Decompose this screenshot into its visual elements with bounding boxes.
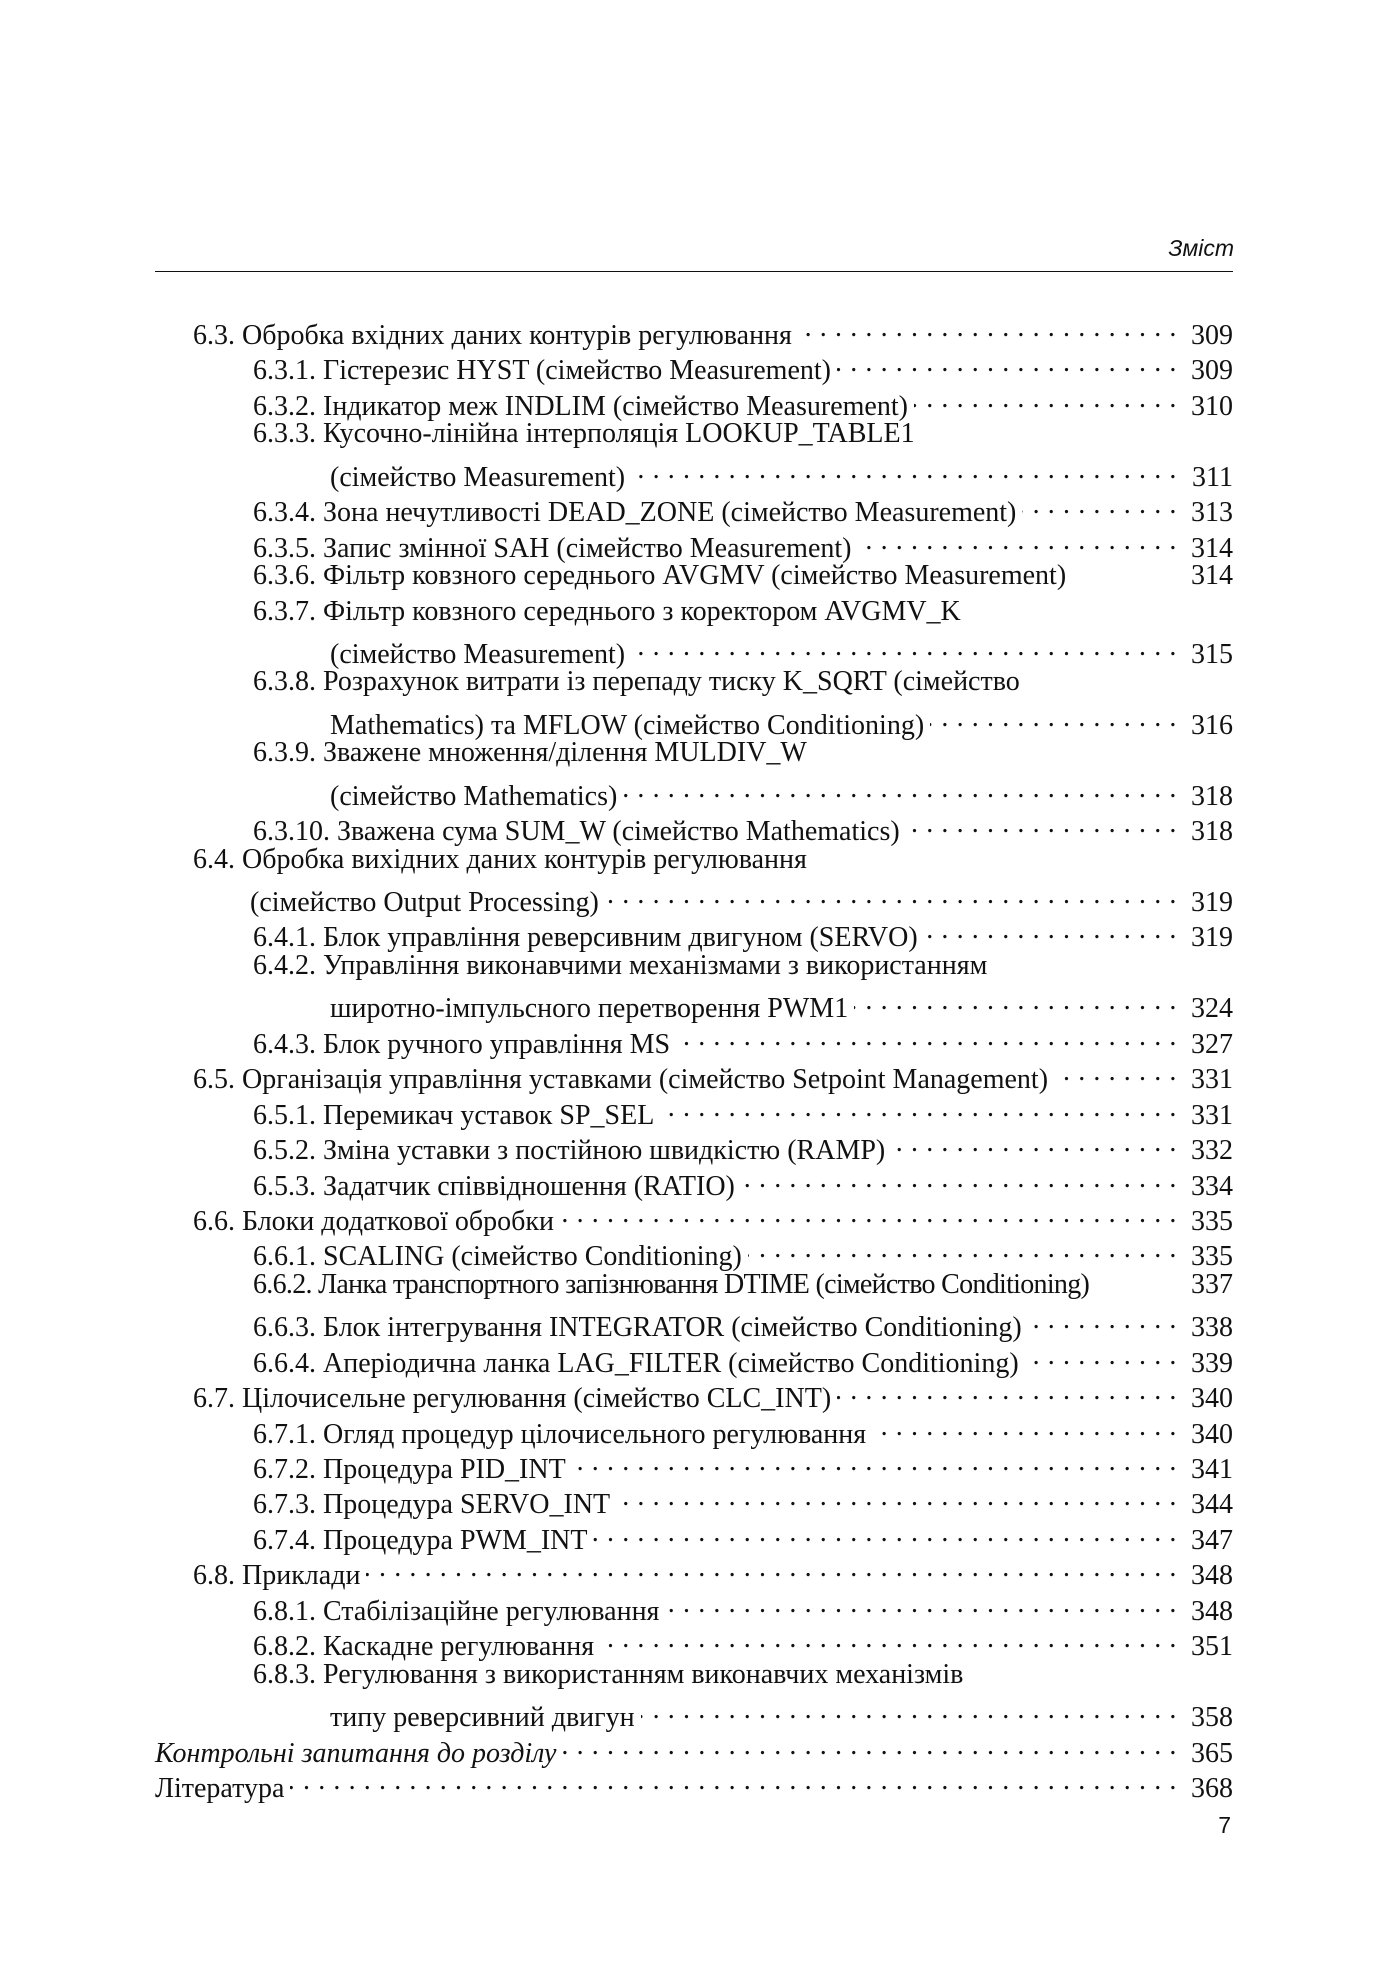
toc-entry-page: 344 (1191, 1489, 1233, 1521)
toc-entry-title: 6.4.2. Управління виконавчими механізмами з використанням (253, 949, 988, 981)
dot-leader (641, 1694, 1177, 1726)
toc-entry-title-continued: (сімейство Measurement) (330, 638, 626, 670)
toc-entry[interactable] (155, 347, 1233, 387)
toc-entry-page: 319 (1191, 922, 1233, 954)
toc-entry-page: 318 (1191, 780, 1233, 812)
toc-entry-title: 6.6.1. SCALING (сімейство Conditioning) (253, 1241, 742, 1273)
dot-leader (623, 773, 1177, 805)
toc-entry-title: 6.8. Приклади (193, 1560, 361, 1592)
toc-entry-title: 6.6.2. Ланка транспортного запізнювання DTIME (сімейство Conditioning) (253, 1268, 1090, 1300)
toc-entry-page: 337 (1191, 1268, 1233, 1300)
toc-entry[interactable] (155, 1588, 1233, 1627)
toc-entry-continuation[interactable] (155, 702, 1233, 741)
toc-entry[interactable] (155, 1411, 1233, 1450)
toc-entry[interactable] (155, 1659, 1233, 1694)
toc-entry-title: 6.5.1. Перемикач уставок SP_SEL (253, 1099, 655, 1131)
dot-leader (854, 985, 1177, 1017)
toc-entry-continuation[interactable] (155, 631, 1233, 670)
toc-entry-title: 6.8.1. Стабілізаційне регулювання (253, 1595, 660, 1627)
toc-entry[interactable] (155, 596, 1233, 631)
toc-entry-title-continued: Mathematics) та MFLOW (сімейство Conditioning) (330, 709, 925, 741)
toc-entry-title: 6.7.2. Процедура PID_INT (253, 1454, 566, 1485)
toc-entry-page: 316 (1191, 709, 1233, 741)
dot-leader (748, 1233, 1177, 1265)
toc-entry-page: 339 (1191, 1347, 1233, 1379)
toc-entry[interactable] (155, 1021, 1233, 1060)
toc-entry[interactable] (155, 525, 1233, 564)
toc-entry-page: 324 (1191, 993, 1233, 1025)
toc-entry[interactable] (155, 1730, 1233, 1769)
dot-leader (872, 1411, 1177, 1443)
toc-entry[interactable] (155, 844, 1233, 879)
dot-leader (562, 1730, 1177, 1762)
toc-entry-page: 358 (1191, 1702, 1233, 1734)
toc-entry-page: 341 (1191, 1454, 1233, 1485)
toc-entry[interactable] (155, 666, 1233, 701)
toc-entry[interactable] (155, 914, 1233, 954)
dot-leader (600, 1623, 1177, 1655)
toc-entry-title-continued: широтно-імпульсного перетворення PWM1 (330, 993, 849, 1025)
toc-entry-title: 6.4.3. Блок ручного управління MS (253, 1028, 671, 1060)
toc-entry-title-continued: (сімейство Measurement) (330, 461, 626, 493)
dot-leader (891, 1127, 1177, 1159)
toc-entry[interactable] (155, 808, 1233, 848)
dot-leader (665, 1588, 1177, 1620)
dot-leader (906, 808, 1177, 840)
dot-leader (616, 1481, 1177, 1513)
toc-entry-title: 6.7.3. Процедура SERVO_INT (253, 1489, 611, 1521)
dot-leader (290, 1765, 1177, 1797)
dot-leader (914, 383, 1177, 415)
toc-entry-page: 340 (1191, 1418, 1233, 1450)
dot-leader (1028, 1304, 1177, 1336)
toc-entry[interactable] (155, 1269, 1233, 1304)
toc-entry[interactable] (155, 1765, 1233, 1804)
toc-entry-page: 314 (1191, 560, 1233, 592)
toc-entry[interactable] (155, 383, 1233, 422)
toc-entry-page: 318 (1191, 816, 1233, 848)
toc-entry-title: 6.3.9. Зважене множення/ділення MULDIV_W (253, 737, 807, 769)
dot-leader (1022, 489, 1177, 521)
dot-leader (1025, 1340, 1177, 1372)
dot-leader (798, 312, 1177, 344)
toc-entry-page: 348 (1191, 1595, 1233, 1627)
toc-entry-title: Література (155, 1772, 285, 1804)
page-number: 7 (1218, 1812, 1231, 1838)
toc-entry[interactable] (155, 560, 1233, 595)
toc-entry-title: 6.3.6. Фільтр ковзного середнього AVGMV (сімейство Measurement) (253, 560, 1067, 592)
toc-entry[interactable] (155, 1056, 1233, 1096)
dot-leader (924, 914, 1177, 946)
toc-entry-title: 6.3.10. Зважена сума SUM_W (сімейство Mathematics) (253, 816, 900, 848)
toc-entry-title: 6.3.2. Індикатор меж INDLIM (сімейство Measurement) (253, 390, 908, 422)
dot-leader (593, 1517, 1177, 1549)
toc-entry[interactable] (155, 1127, 1233, 1167)
toc-entry-page: 332 (1191, 1135, 1233, 1167)
toc-entry[interactable] (155, 1092, 1233, 1131)
toc-entry-title: 6.4.1. Блок управління реверсивним двигуном (SERVO) (253, 922, 918, 954)
toc-entry-page: 335 (1191, 1241, 1233, 1273)
toc-entry[interactable] (155, 950, 1233, 985)
toc-entry-title-continued: (сімейство Output Processing) (250, 887, 599, 918)
toc-entry[interactable] (155, 1623, 1233, 1663)
dot-leader (930, 702, 1177, 734)
toc-entry-title: 6.3.1. Гістерезис HYST (сімейство Measurement) (253, 355, 831, 387)
toc-entry[interactable] (155, 312, 1233, 351)
dot-leader (572, 1446, 1177, 1478)
toc-entry-title: 6.7.1. Огляд процедур цілочисельного регулювання (253, 1418, 867, 1450)
toc-entry[interactable] (155, 1517, 1233, 1556)
dot-leader (560, 1198, 1177, 1230)
toc-entry-title: 6.3.3. Кусочно-лінійна інтерполяція LOOKUP_TABLE1 (253, 418, 915, 450)
dot-leader (837, 1375, 1177, 1407)
toc-entry-page: 340 (1191, 1383, 1233, 1415)
running-header-title: Зміст (1168, 235, 1234, 261)
toc-entry-page: 327 (1191, 1028, 1233, 1060)
toc-entry-page: 314 (1191, 532, 1233, 564)
toc-entry-continuation[interactable] (155, 454, 1233, 493)
toc-entry[interactable] (155, 1375, 1233, 1415)
toc-entry[interactable] (155, 1340, 1233, 1379)
toc-entry-title: 6.6.4. Аперіодична ланка LAG_FILTER (сімейство Conditioning) (253, 1347, 1019, 1379)
dot-leader (631, 631, 1177, 663)
dot-leader (837, 347, 1177, 379)
toc-entry-title: 6.5.2. Зміна уставки з постійною швидкістю (RAMP) (253, 1135, 886, 1167)
toc-entry-page: 338 (1191, 1312, 1233, 1344)
toc-entry[interactable] (155, 1304, 1233, 1344)
dot-leader (857, 525, 1177, 557)
toc-entry-title: 6.5. Організація управління уставками (сімейство Setpoint Management) (193, 1064, 1049, 1096)
dot-leader (1054, 1056, 1177, 1088)
toc-entry-title: 6.3.5. Запис змінної SAH (сімейство Measurement) (253, 532, 852, 564)
dot-leader (631, 454, 1177, 486)
toc-entry[interactable] (155, 1481, 1233, 1521)
toc-entry-continuation[interactable] (155, 1694, 1233, 1734)
dot-leader (660, 1092, 1177, 1124)
toc-entry-continuation[interactable] (155, 985, 1233, 1025)
toc-entry-title: 6.3. Обробка вхідних даних контурів регулювання (193, 320, 792, 351)
toc-entry-title-continued: (сімейство Mathematics) (330, 780, 618, 812)
toc-entry[interactable] (155, 1198, 1233, 1237)
toc-entry-page: 331 (1191, 1064, 1233, 1096)
toc-entry[interactable] (155, 1163, 1233, 1202)
toc-entry-page: 351 (1191, 1631, 1233, 1663)
toc-entry[interactable] (155, 489, 1233, 529)
toc-entry[interactable] (155, 1233, 1233, 1273)
toc-entry-page: 311 (1192, 461, 1233, 493)
toc-entry-title: 6.5.3. Задатчик співвідношення (RATIO) (253, 1170, 735, 1202)
toc-entry-page: 313 (1191, 497, 1233, 529)
toc-entry-title: 6.8.2. Каскадне регулювання (253, 1631, 595, 1663)
header-divider (155, 271, 1233, 272)
toc-entry-continuation[interactable] (155, 879, 1233, 918)
toc-entry[interactable] (155, 418, 1233, 453)
dot-leader (676, 1021, 1177, 1053)
toc-entry-title: 6.6.3. Блок інтегрування INTEGRATOR (сімейство Conditioning) (253, 1312, 1022, 1344)
toc-entry-page: 319 (1191, 887, 1233, 918)
toc-entry-page: 335 (1191, 1205, 1233, 1237)
toc-entry-title: Контрольні запитання до розділу (155, 1737, 557, 1769)
toc-entry-continuation[interactable] (155, 773, 1233, 812)
toc-entry-page: 309 (1191, 320, 1233, 351)
toc-entry-page: 368 (1191, 1772, 1233, 1804)
toc-entry-page: 315 (1191, 638, 1233, 670)
toc-entry-page: 365 (1191, 1737, 1233, 1769)
toc-entry-title: 6.3.4. Зона нечутливості DEAD_ZONE (сімейство Measurement) (253, 497, 1017, 529)
toc-entry-page: 310 (1191, 390, 1233, 422)
toc-entry-title: 6.7. Цілочисельне регулювання (сімейство CLC_INT) (193, 1383, 832, 1415)
toc-entry-title: 6.3.7. Фільтр ковзного середнього з коректором AVGMV_K (253, 595, 961, 627)
toc-entry-page: 331 (1191, 1099, 1233, 1131)
toc-entry-title: 6.6. Блоки додаткової обробки (193, 1205, 554, 1237)
toc-entry-title-continued: типу реверсивний двигун (330, 1702, 635, 1734)
toc-entry-page: 334 (1191, 1170, 1233, 1202)
toc-entry-page: 309 (1191, 355, 1233, 387)
dot-leader (605, 879, 1177, 911)
toc-entry-title: 6.3.8. Розрахунок витрати із перепаду тиску K_SQRT (сімейство (253, 666, 1020, 698)
toc-entry[interactable] (155, 1446, 1233, 1485)
dot-leader (366, 1552, 1177, 1584)
toc-entry-title: 6.8.3. Регулювання з використанням виконавчих механізмів (253, 1658, 964, 1690)
toc-entry-title: 6.4. Обробка вихідних даних контурів регулювання (193, 843, 807, 875)
toc-entry-title: 6.7.4. Процедура PWM_INT (253, 1524, 588, 1556)
toc-entry-page: 347 (1191, 1524, 1233, 1556)
dot-leader (741, 1163, 1177, 1195)
toc-entry[interactable] (155, 737, 1233, 772)
toc-entry-page: 348 (1191, 1560, 1233, 1592)
toc-entry[interactable] (155, 1552, 1233, 1592)
table-of-contents (155, 312, 1233, 1804)
